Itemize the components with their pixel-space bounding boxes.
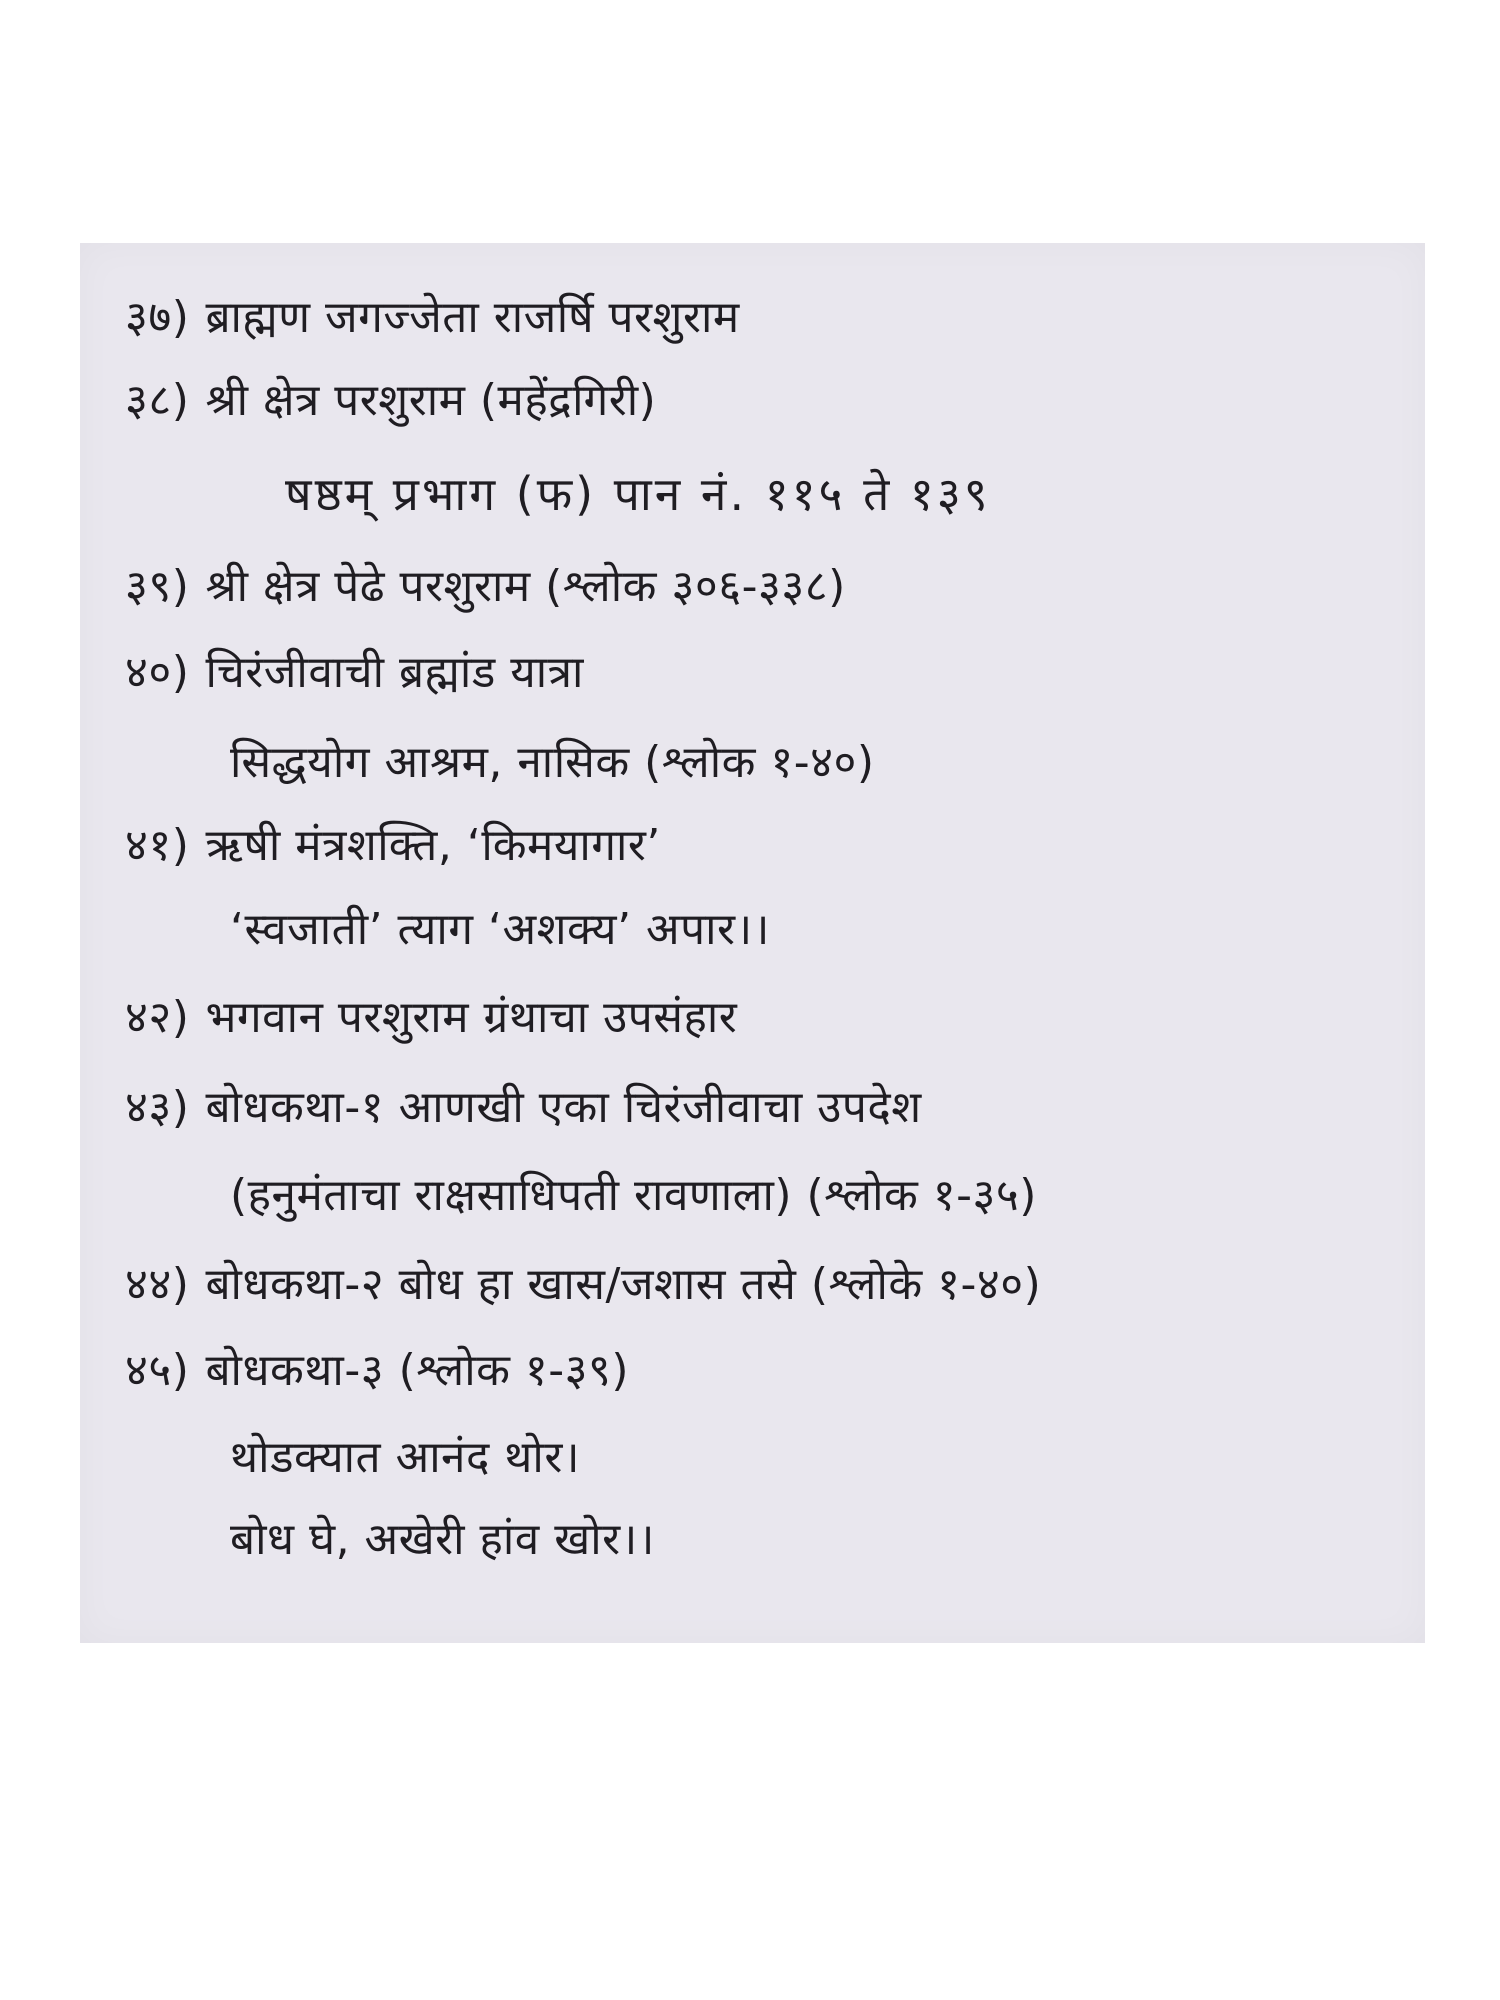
item-text: बोधकथा-१ आणखी एका चिरंजीवाचा उपदेश bbox=[205, 1082, 922, 1133]
item-text: सिद्धयोग आश्रम, नासिक (श्लोक १-४०) bbox=[230, 737, 875, 788]
item-text: श्री क्षेत्र पेढे परशुराम (श्लोक ३०६-३३८) bbox=[205, 561, 846, 612]
contents-line bbox=[125, 366, 656, 436]
contents-line-continuation bbox=[230, 1505, 655, 1575]
item-text: श्री क्षेत्र परशुराम (महेंद्रगिरी) bbox=[205, 375, 657, 426]
item-number: ४०) bbox=[125, 647, 190, 698]
item-text: बोध घे, अखेरी हांव खोर।। bbox=[230, 1514, 655, 1565]
item-number: ४१) bbox=[125, 820, 190, 871]
contents-line bbox=[125, 983, 737, 1053]
contents-line-continuation bbox=[230, 895, 770, 965]
contents-line-continuation bbox=[230, 728, 875, 798]
item-number: ४५) bbox=[125, 1345, 190, 1396]
item-number: ३८) bbox=[125, 375, 190, 426]
item-text: ऋषी मंत्रशक्ति, ‘किमयागार’ bbox=[205, 820, 661, 871]
item-text: भगवान परशुराम ग्रंथाचा उपसंहार bbox=[205, 992, 738, 1043]
contents-line bbox=[125, 1073, 922, 1143]
item-text: बोधकथा-३ (श्लोक १-३९) bbox=[205, 1345, 630, 1396]
item-text: ब्राह्मण जगज्जेता राजर्षि परशुराम bbox=[205, 292, 740, 343]
item-number: ३७) bbox=[125, 292, 190, 343]
item-text: चिरंजीवाची ब्रह्मांड यात्रा bbox=[205, 647, 584, 698]
item-text: थोडक्यात आनंद थोर। bbox=[230, 1432, 580, 1483]
document-page bbox=[80, 243, 1425, 1643]
contents-line-continuation bbox=[230, 1423, 580, 1493]
item-text: ‘स्वजाती’ त्याग ‘अशक्य’ अपार।। bbox=[230, 904, 770, 955]
contents-line-continuation bbox=[230, 1161, 1037, 1231]
item-text: षष्ठम् प्रभाग (फ) पान नं. ११५ ते १३९ bbox=[285, 467, 991, 521]
contents-line bbox=[125, 283, 740, 353]
item-number: ४२) bbox=[125, 992, 190, 1043]
item-number: ४३) bbox=[125, 1082, 190, 1133]
contents-line bbox=[125, 1250, 1041, 1320]
contents-line bbox=[125, 1336, 629, 1406]
contents-line bbox=[125, 552, 846, 622]
contents-line bbox=[125, 811, 661, 881]
contents-line-continuation bbox=[285, 459, 991, 529]
contents-list bbox=[80, 243, 1425, 1643]
item-number: ३९) bbox=[125, 561, 190, 612]
item-number: ४४) bbox=[125, 1259, 190, 1310]
item-text: (हनुमंताचा राक्षसाधिपती रावणाला) (श्लोक १-३५) bbox=[230, 1170, 1037, 1221]
item-text: बोधकथा-२ बोध हा खास/जशास तसे (श्लोके १-४०) bbox=[205, 1259, 1042, 1310]
contents-line bbox=[125, 638, 584, 708]
